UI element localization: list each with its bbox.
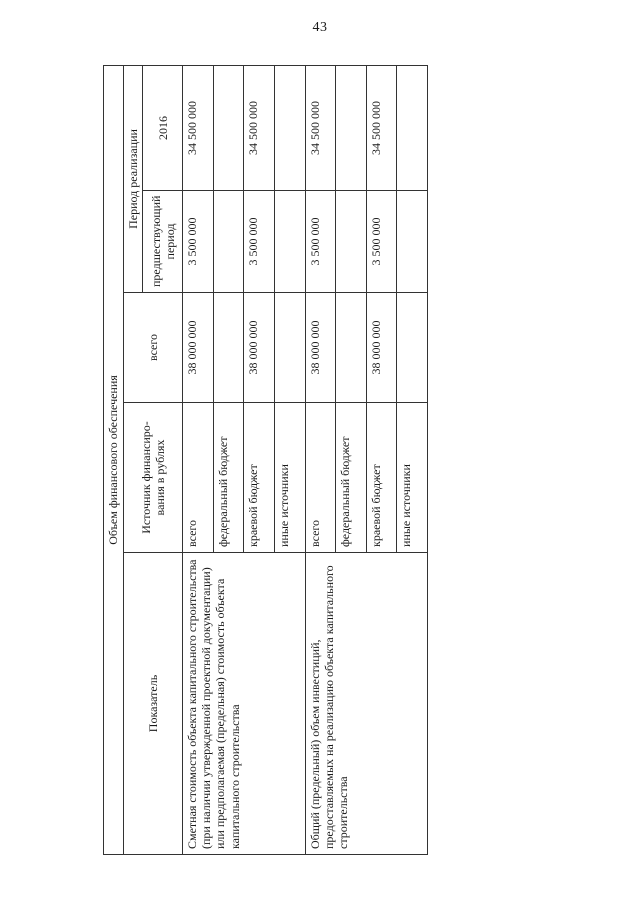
header-financing-volume: Объем финансового обеспечения (104, 65, 124, 854)
source-cell: всего (183, 403, 214, 553)
source-cell: иные источники (274, 403, 305, 553)
source-cell: всего (305, 403, 336, 553)
total-cell (397, 293, 428, 403)
year-2016-cell (213, 65, 244, 190)
total-cell (274, 293, 305, 403)
table-row (183, 65, 214, 854)
source-cell: федеральный бюджет (213, 403, 244, 553)
total-cell: 38 000 000 (305, 293, 336, 403)
header-previous-period: предшествующий период (143, 191, 183, 293)
page-number: 43 (312, 20, 328, 35)
year-2016-cell: 34 500 000 (183, 65, 214, 190)
header-indicator: Показатель (124, 553, 183, 855)
total-cell: 38 000 000 (183, 293, 214, 403)
total-cell (213, 293, 244, 403)
source-cell: федеральный бюджет (336, 403, 367, 553)
previous-period-cell (397, 191, 428, 293)
source-cell: краевой бюджет (244, 403, 275, 553)
previous-period-cell (213, 191, 244, 293)
year-2016-cell: 34 500 000 (305, 65, 336, 190)
source-cell: краевой бюджет (366, 403, 397, 553)
indicator-estimated-cost: Сметная стоимость объекта капитального строительства (при наличии утвержденной проектной документации) или предполагаемая (предельная) стоимость объекта капитального строительства (183, 553, 305, 855)
indicator-total-investment: Общий (предельный) объем инвестиций, предоставляемых на реализацию объекта капитального строительства (305, 553, 427, 855)
total-cell (336, 293, 367, 403)
year-2016-cell (274, 65, 305, 190)
table-row (305, 65, 336, 854)
header-funding-source: Источник финансиро-вания в рублях (124, 403, 183, 553)
header-total: всего (124, 293, 183, 403)
rotated-table-container (103, 66, 428, 855)
financing-table (103, 65, 428, 855)
source-cell: иные источники (397, 403, 428, 553)
previous-period-cell: 3 500 000 (244, 191, 275, 293)
year-2016-cell: 34 500 000 (366, 65, 397, 190)
year-2016-cell (336, 65, 367, 190)
total-cell: 38 000 000 (244, 293, 275, 403)
total-cell: 38 000 000 (366, 293, 397, 403)
previous-period-cell: 3 500 000 (366, 191, 397, 293)
header-year-2016: 2016 (143, 65, 183, 190)
previous-period-cell: 3 500 000 (305, 191, 336, 293)
previous-period-cell: 3 500 000 (183, 191, 214, 293)
previous-period-cell (274, 191, 305, 293)
year-2016-cell: 34 500 000 (244, 65, 275, 190)
previous-period-cell (336, 191, 367, 293)
year-2016-cell (397, 65, 428, 190)
header-implementation-period: Период реализации (124, 65, 143, 292)
